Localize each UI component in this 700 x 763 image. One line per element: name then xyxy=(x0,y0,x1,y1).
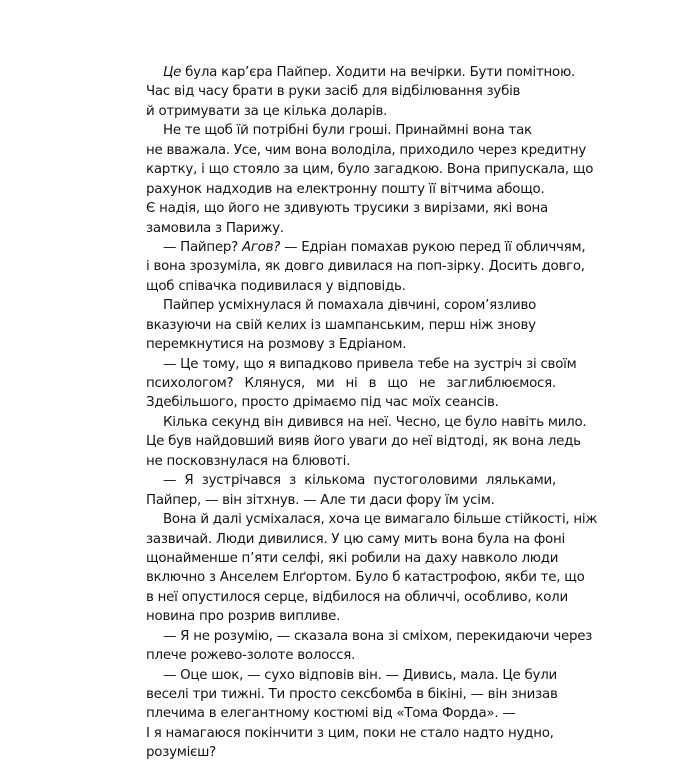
text-line: Кілька секунд він дивився на неї. Чесно, це було навіть мило. xyxy=(163,414,587,430)
text-line: Є надія, що його не здивують трусики з вирізами, які вона xyxy=(146,201,549,217)
paragraph xyxy=(146,63,575,121)
text-line: Пайпер, — він зітхнув. — Але ти даси фору їм усім. xyxy=(146,492,495,508)
text-line: зазвичай. Люди дивилися. У цю саму мить вона була на фоні xyxy=(146,531,565,547)
text-line: розумієш? xyxy=(146,745,217,761)
text-line: рахунок надходив на електронну пошту її вітчима абощо. xyxy=(146,181,545,197)
text-line: Здебільшого, просто дрімаємо під час моїх сеансів. xyxy=(146,395,499,411)
paragraph xyxy=(146,355,577,413)
text-line: перемкнутися на розмову з Едріаном. xyxy=(146,337,407,353)
text-line: Пайпер усміхнулася й помахала дівчині, сором’язливо xyxy=(163,298,537,314)
text-line: плечима в елегантному костюмі від «Тома Форда». — xyxy=(146,706,516,722)
text-line: не посковзнулася на блювоті. xyxy=(146,453,351,469)
text-line: Час від часу брати в руки засіб для відбілювання зубів xyxy=(146,84,521,100)
text-line-justified: — Я зустрічався з кількома пустоголовими ляльками, xyxy=(163,473,556,489)
paragraph xyxy=(146,296,556,354)
text-line: щонайменше п’яти селфі, які робили на даху навколо люди xyxy=(146,550,559,566)
text-line: включно з Анселем Елґортом. Було б катастрофою, якби те, що xyxy=(146,570,585,586)
text-line: — Пайпер? Агов? — Едріан помахав рукою перед її обличчям, xyxy=(163,239,586,255)
text-line: — Це тому, що я випадково привела тебе на зустріч зі своїм xyxy=(163,356,577,372)
text-line: — Оце шок, — сухо відповів він. — Дивись, мала. Це були xyxy=(163,667,557,683)
italic-text: Агов? xyxy=(241,239,281,255)
text-line: і вона зрозуміла, як довго дивилася на поп-зірку. Досить довго, xyxy=(146,259,585,275)
text-line: новина про розрив випливе. xyxy=(146,609,341,625)
text-line: Не те щоб їй потрібні були гроші. Принаймні вона так xyxy=(163,123,532,139)
paragraph xyxy=(146,413,587,471)
text-line: веселі три тижні. Ти просто сексбомба в бікіні, — він знизав xyxy=(146,687,558,702)
book-page xyxy=(146,63,598,763)
text-line: в неї опустилося серце, відбилося на обличчі, особливо, коли xyxy=(146,589,568,605)
text-line: — Я не розумію, — сказала вона зі сміхом, перекидаючи через xyxy=(163,628,593,644)
italic-text: Це xyxy=(163,65,182,80)
text-line-justified: психологом? Клянуся, ми ні в що не заглиблюємося. xyxy=(146,376,556,391)
paragraph xyxy=(146,627,593,666)
text-line: й отримувати за це кілька доларів. xyxy=(146,103,388,119)
text-line: Вона й далі усміхалася, хоча це вимагало більше стійкості, ніж xyxy=(163,512,598,528)
text-line: не вважала. Усе, чим вона володіла, приходило через кредитну xyxy=(146,142,587,158)
text-line: замовила з Парижу. xyxy=(146,220,284,236)
text-line: Це була кар’єра Пайпер. Ходити на вечірки. Бути помітною. xyxy=(163,65,575,80)
text-line: картку, і що стояло за цим, було загадкою. Вона припускала, що xyxy=(146,162,594,178)
paragraph xyxy=(146,238,586,296)
paragraph xyxy=(146,510,598,627)
paragraph xyxy=(146,471,556,510)
text-line: І я намагаюся покінчити з цим, поки не стало надто нудно, xyxy=(146,725,554,741)
text-line: щоб співачка подивилася у відповідь. xyxy=(146,278,406,294)
paragraph xyxy=(146,121,594,238)
text-line: Це був найдовший вияв його уваги до неї відтоді, як вона ледь xyxy=(146,434,581,450)
text-line: плече рожево-золоте волосся. xyxy=(146,648,356,664)
text-line: вказуючи на свій келих із шампанським, перш ніж знову xyxy=(146,317,536,333)
paragraph xyxy=(146,666,556,763)
